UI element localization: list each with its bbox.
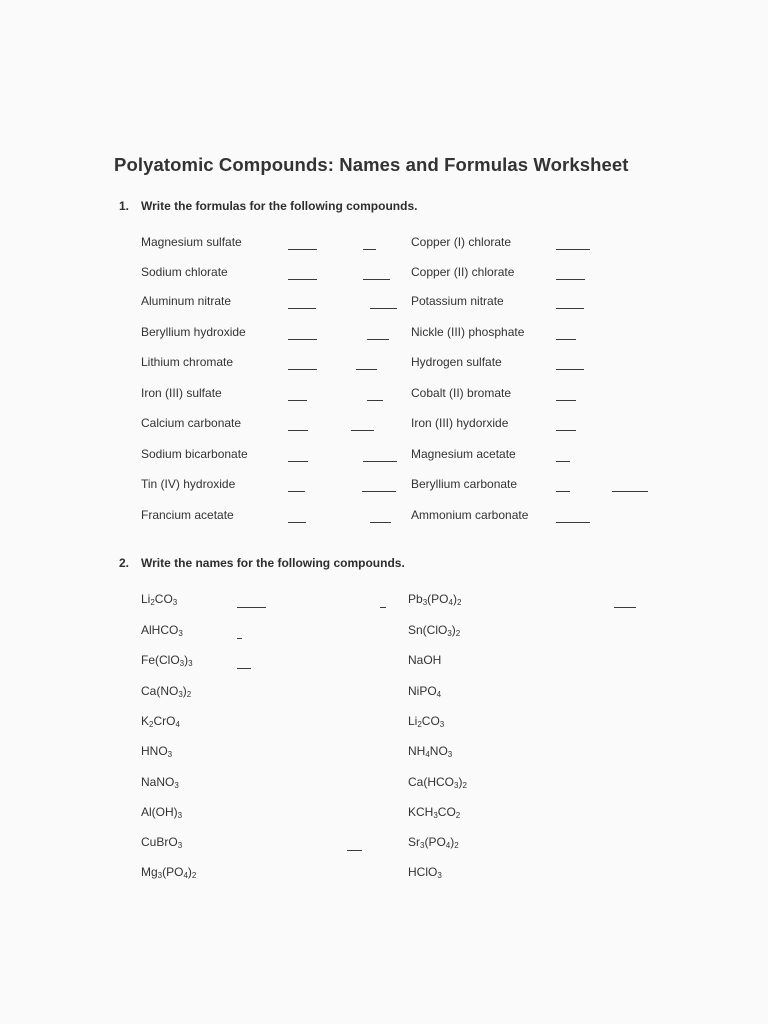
compound-formula [408,775,467,789]
formula-part: ) [184,653,189,667]
compound-name: Nickle (III) phosphate [411,325,525,339]
formula-part: Ca(HCO [408,775,455,789]
compound-name: Magnesium sulfate [141,235,242,249]
compound-name: Beryllium hydroxide [141,325,246,339]
formula-subscript: 3 [172,598,178,607]
formula-part: NaOH [408,653,442,667]
answer-blank[interactable] [556,308,584,309]
compound-formula [141,775,179,789]
formula-part: Al(OH) [141,805,178,819]
compound-name: Copper (II) chlorate [411,265,515,279]
compound-name: Iron (III) sulfate [141,386,222,400]
formula-subscript: 3 [454,781,459,790]
answer-blank[interactable] [288,249,317,250]
compound-name: Lithium chromate [141,355,234,369]
answer-blank[interactable] [614,607,636,608]
compound-formula [408,835,459,849]
question-1-heading [119,199,417,213]
question-2-number: 2. [119,556,130,570]
formula-subscript: 3 [178,690,183,699]
formula-subscript: 3 [177,811,183,820]
compound-formula [141,714,180,728]
formula-subscript: 3 [439,720,445,729]
formula-subscript: 3 [437,871,442,880]
compound-formula [408,714,444,728]
formula-subscript: 3 [157,871,163,880]
compound-formula [408,592,461,606]
question-2-instruction: Write the names for the following compounds. [141,556,405,570]
answer-blank[interactable] [288,400,307,401]
answer-blank[interactable] [556,369,584,370]
compound-name: Hydrogen sulfate [411,355,502,369]
formula-subscript: 2 [454,841,459,850]
answer-blank[interactable] [288,461,308,462]
compound-formula [408,744,452,758]
formula-part: (PO [162,865,184,879]
formula-subscript: 4 [183,871,188,880]
formula-part: Fe(ClO [141,653,180,667]
formula-part: ) [182,684,187,698]
formula-part: ) [450,835,455,849]
formula-subscript: 2 [186,690,192,699]
answer-blank[interactable] [288,279,317,280]
compound-formula [408,623,460,637]
compound-name: Francium acetate [141,508,234,522]
compound-formula [141,623,183,637]
formula-part: Li [141,592,151,606]
compound-formula [141,684,191,698]
formula-subscript: 3 [179,659,185,668]
formula-part: CuBrO [141,835,178,849]
compound-name: Aluminum nitrate [141,294,232,308]
formula-part: NaNO [141,775,175,789]
answer-blank[interactable] [237,607,266,608]
answer-blank[interactable] [556,430,576,431]
compound-name: Sodium chlorate [141,265,228,279]
answer-blank[interactable] [556,339,576,340]
answer-blank[interactable] [347,850,362,851]
formula-part: CO [154,592,173,606]
answer-blank[interactable] [288,369,317,370]
answer-blank[interactable] [556,461,570,462]
formula-subscript: 4 [175,720,180,729]
formula-part: AlHCO [141,623,179,637]
answer-blank[interactable] [367,400,383,401]
formula-subscript: 3 [167,750,173,759]
formula-subscript: 2 [462,781,467,790]
formula-part: CO [437,805,456,819]
answer-blank[interactable] [363,249,376,250]
compound-name: Cobalt (II) bromate [411,386,512,400]
answer-blank[interactable] [556,279,585,280]
answer-blank[interactable] [367,339,389,340]
formula-part: NO [429,744,448,758]
compound-name: Calcium carbonate [141,416,242,430]
answer-blank[interactable] [612,491,648,492]
compound-name: Beryllium carbonate [411,477,518,491]
compound-name: Magnesium acetate [411,447,516,461]
compound-formula [408,865,442,879]
formula-subscript: 3 [177,841,183,850]
answer-blank[interactable] [370,522,391,523]
formula-subscript: 3 [420,841,425,850]
formula-part: ) [451,623,456,637]
formula-subscript: 2 [455,811,461,820]
compound-formula [141,653,193,667]
formula-subscript: 4 [436,690,442,699]
answer-blank[interactable] [288,308,316,309]
formula-subscript: 2 [455,629,461,638]
formula-part: ) [187,865,192,879]
compound-formula [141,805,182,819]
compound-formula [141,744,172,758]
formula-subscript: 3 [422,598,428,607]
formula-part: ) [458,775,463,789]
answer-blank[interactable] [288,522,306,523]
formula-part: CrO [153,714,176,728]
question-2-heading [119,556,405,570]
compound-formula [408,653,441,667]
formula-subscript: 3 [174,781,179,790]
formula-part: Sr [408,835,420,849]
answer-blank[interactable] [362,491,396,492]
formula-subscript: 3 [188,659,193,668]
formula-subscript: 3 [447,750,453,759]
formula-part: NiPO [408,684,437,698]
answer-blank[interactable] [288,339,317,340]
compound-formula [141,835,182,849]
formula-subscript: 2 [150,598,155,607]
formula-subscript: 3 [178,629,183,638]
formula-subscript: 3 [433,811,438,820]
formula-part: CO [421,714,440,728]
question-1-number: 1. [119,199,130,213]
formula-subscript: 4 [445,841,451,850]
answer-blank[interactable] [556,400,576,401]
question-1-instruction: Write the formulas for the following compounds. [141,199,418,213]
formula-subscript: 2 [456,598,462,607]
answer-blank[interactable] [363,461,397,462]
compound-formula [408,805,460,819]
answer-blank[interactable] [356,369,377,370]
answer-blank[interactable] [351,430,374,431]
formula-subscript: 4 [448,598,453,607]
compound-name: Copper (I) chlorate [411,235,512,249]
formula-part: KCH [408,805,434,819]
compound-name: Potassium nitrate [411,294,504,308]
formula-part: HNO [141,744,168,758]
answer-blank[interactable] [556,491,570,492]
compound-formula [141,865,196,879]
formula-subscript: 2 [149,720,154,729]
formula-part: K [141,714,150,728]
answer-blank[interactable] [288,430,308,431]
compound-name: Ammonium carbonate [411,508,529,522]
answer-blank[interactable] [288,491,305,492]
answer-blank[interactable] [370,308,397,309]
answer-blank[interactable] [556,249,590,250]
answer-blank[interactable] [237,638,242,639]
compound-formula [408,684,441,698]
formula-part: (PO [427,592,449,606]
compound-formula [141,592,177,606]
page-title: Polyatomic Compounds: Names and Formulas Worksheet [114,154,629,175]
formula-part: HClO [408,865,438,879]
formula-part: Ca(NO [141,684,179,698]
formula-subscript: 2 [191,871,197,880]
compound-name: Sodium bicarbonate [141,447,248,461]
formula-part: ) [452,592,457,606]
formula-part: NH [408,744,426,758]
formula-part: Pb [408,592,423,606]
answer-blank[interactable] [237,668,251,669]
formula-subscript: 2 [417,720,422,729]
formula-part: Mg [141,865,158,879]
formula-part: Li [408,714,418,728]
formula-subscript: 3 [447,629,452,638]
answer-blank[interactable] [380,607,386,608]
formula-part: Sn(ClO [408,623,448,637]
compound-name: Iron (III) hydorxide [411,416,509,430]
answer-blank[interactable] [363,279,390,280]
formula-part: (PO [424,835,446,849]
compound-name: Tin (IV) hydroxide [141,477,236,491]
answer-blank[interactable] [556,522,590,523]
formula-subscript: 4 [425,750,430,759]
